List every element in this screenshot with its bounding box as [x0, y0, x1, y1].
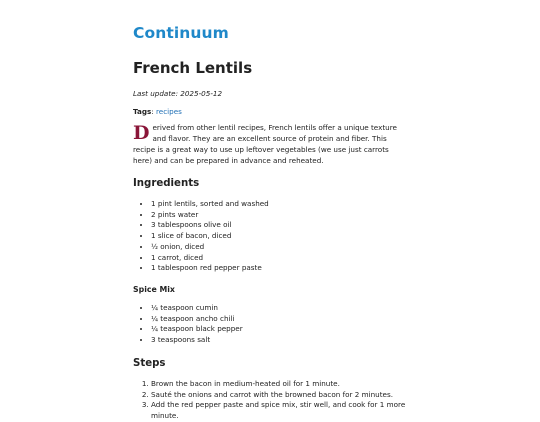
- list-item: • 1 tablespoon red pepper paste: [151, 263, 421, 274]
- step-item: 3. Add the red pepper paste and spice mix, stir well, and cook for 1 more minute.: [151, 400, 421, 421]
- ingredients-list: [133, 199, 421, 274]
- step-item: 2. Sauté the onions and carrot with the browned bacon for 2 minutes.: [151, 390, 421, 401]
- site-logo[interactable]: Continuum: [133, 24, 229, 42]
- last-update: Last update: 2025-05-12: [133, 89, 223, 98]
- page-title: French Lentils: [133, 59, 253, 77]
- spice-mix-heading: Spice Mix: [133, 285, 175, 294]
- list-item: • 1 pint lentils, sorted and washed: [151, 199, 421, 210]
- intro-paragraph: [133, 122, 408, 166]
- intro-text: erived from other lentil recipes, French lentils offer a unique texture and flavor. They are an excellent source of protein and fiber. This recipe is a great way to use up leftover vegetables (we use just carrots here) and can be prepared in advance and reheated.: [133, 123, 397, 165]
- list-item: • ¼ teaspoon black pepper: [151, 324, 421, 335]
- tags-line: [133, 106, 182, 117]
- spice-mix-list: [133, 303, 421, 346]
- drop-cap: D: [133, 122, 150, 144]
- list-item: • 3 tablespoons olive oil: [151, 220, 421, 231]
- steps-list: [133, 379, 421, 422]
- list-item: • 1 carrot, diced: [151, 253, 421, 264]
- ingredients-heading: Ingredients: [133, 178, 200, 189]
- tags-label: Tags: [133, 107, 152, 116]
- list-item: • ½ onion, diced: [151, 242, 421, 253]
- list-item: • ¼ teaspoon ancho chili: [151, 314, 421, 325]
- steps-heading: Steps: [133, 358, 166, 369]
- list-item: • 1 slice of bacon, diced: [151, 231, 421, 242]
- step-item: 1. Brown the bacon in medium-heated oil for 1 minute.: [151, 379, 421, 390]
- tag-link-recipes[interactable]: recipes: [155, 107, 182, 116]
- tags-separator: :: [151, 107, 156, 116]
- list-item: • ¼ teaspoon cumin: [151, 303, 421, 314]
- list-item: • 3 teaspoons salt: [151, 335, 421, 346]
- list-item: • 2 pints water: [151, 210, 421, 221]
